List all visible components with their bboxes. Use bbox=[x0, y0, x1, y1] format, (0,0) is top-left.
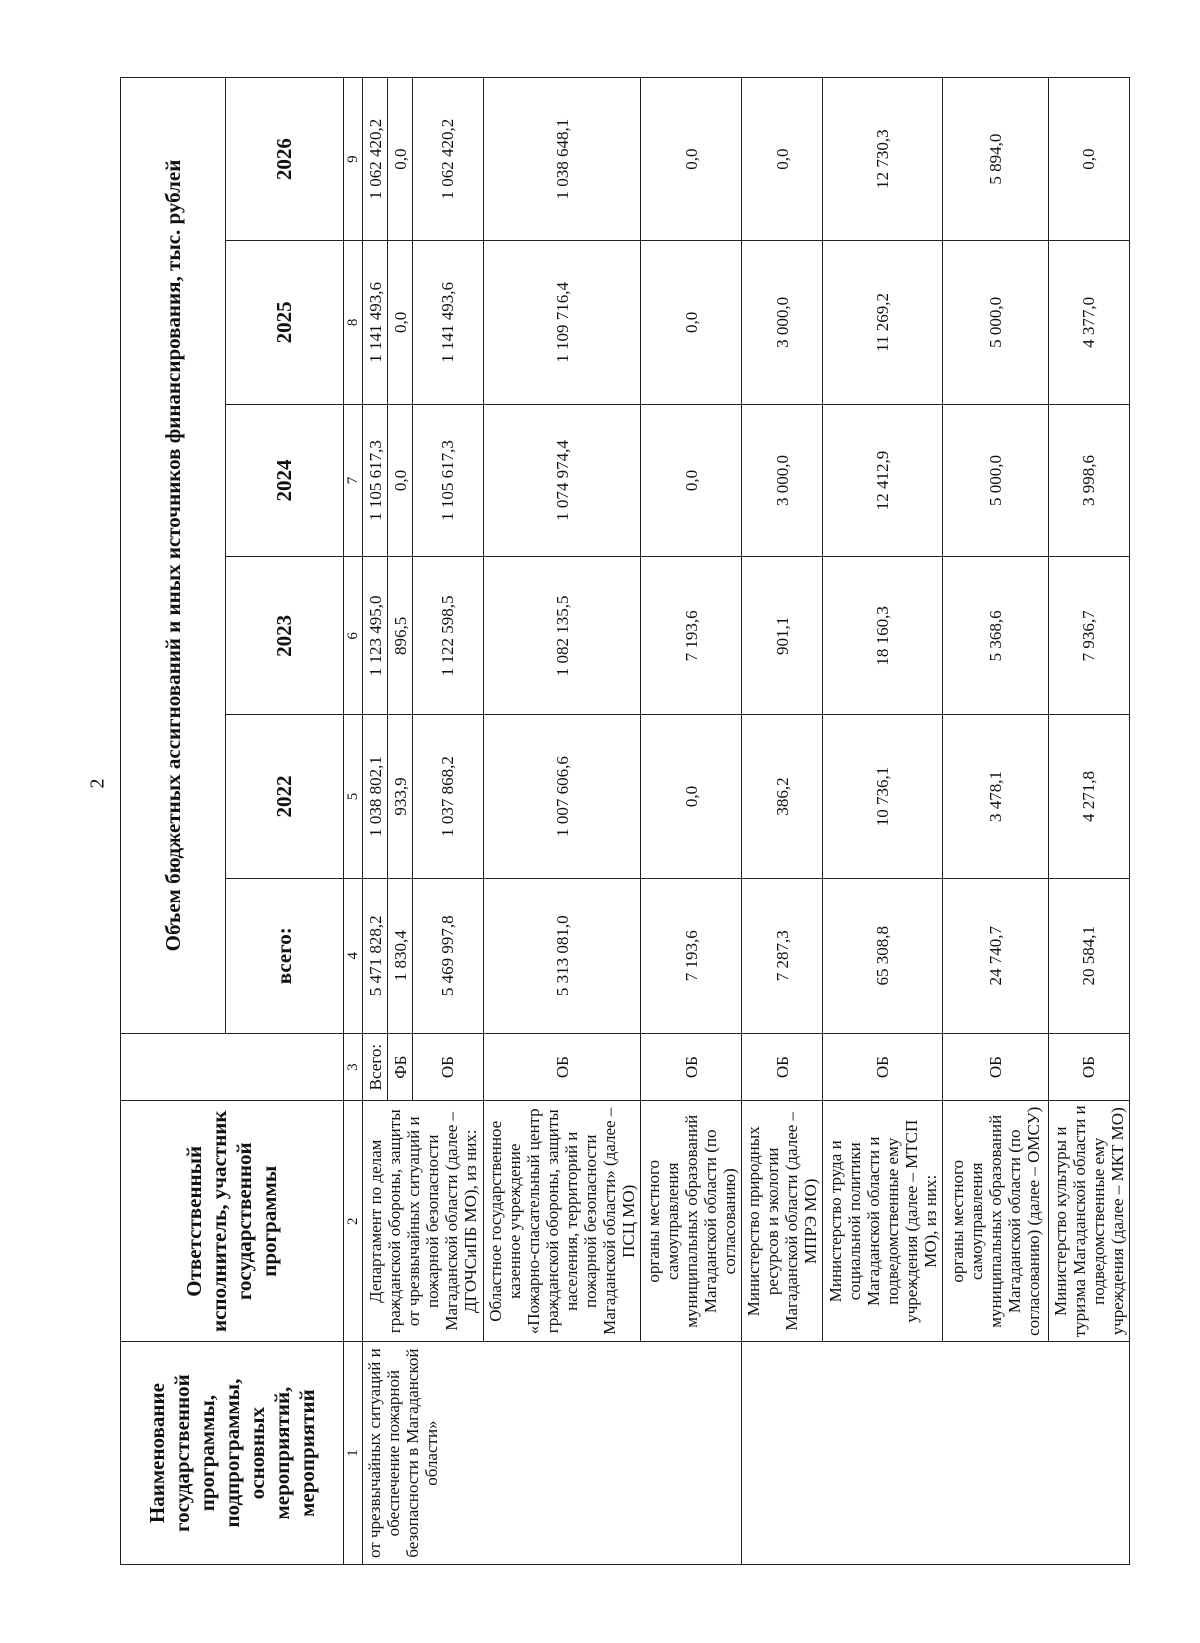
header-volume: Объем бюджетных ассигнований и иных источников финансирования, тыс. рублей bbox=[121, 78, 226, 1034]
value-cell: 0,0 bbox=[388, 241, 413, 404]
value-cell: 1 122 598,5 bbox=[413, 557, 483, 715]
source-cell: ОБ bbox=[641, 1033, 742, 1100]
value-cell: 1 830,4 bbox=[388, 878, 413, 1033]
col-number: 1 bbox=[344, 1342, 363, 1565]
value-cell: 65 308,8 bbox=[823, 878, 943, 1033]
value-cell: 5 894,0 bbox=[942, 78, 1048, 241]
value-cell: 1 038 648,1 bbox=[483, 78, 641, 241]
value-cell: 896,5 bbox=[388, 557, 413, 715]
table-row bbox=[641, 78, 742, 1565]
value-cell: 7 193,6 bbox=[641, 878, 742, 1033]
value-cell: 1 037 868,2 bbox=[413, 715, 483, 878]
value-cell: 0,0 bbox=[1048, 78, 1129, 241]
source-cell: ОБ bbox=[1048, 1033, 1129, 1100]
source-cell: ФБ bbox=[388, 1033, 413, 1100]
value-cell: 20 584,1 bbox=[1048, 878, 1129, 1033]
executor-cell: Министерство природных ресурсов и экологии Магаданской области (далее – МПРЭ МО) bbox=[741, 1101, 822, 1342]
source-cell: ОБ bbox=[483, 1033, 641, 1100]
rotated-table-wrapper bbox=[120, 77, 1130, 1565]
header-source bbox=[121, 1033, 344, 1100]
value-cell: 3 000,0 bbox=[741, 404, 822, 557]
value-cell: 5 469 997,8 bbox=[413, 878, 483, 1033]
value-cell: 5 368,6 bbox=[942, 557, 1048, 715]
value-cell: 1 082 135,5 bbox=[483, 557, 641, 715]
header-2024: 2024 bbox=[226, 404, 344, 557]
executor-cell: Министерство труда и социальной политики Магаданской области и подведомственные ему учреждения (далее – МТСП МО), из них: bbox=[823, 1101, 943, 1342]
page-number: 2 bbox=[86, 778, 109, 789]
source-cell: ОБ bbox=[741, 1033, 822, 1100]
value-cell: 7 287,3 bbox=[741, 878, 822, 1033]
table-row bbox=[483, 78, 641, 1565]
value-cell: 7 193,6 bbox=[641, 557, 742, 715]
col-number: 2 bbox=[344, 1101, 363, 1342]
value-cell: 0,0 bbox=[388, 404, 413, 557]
value-cell: 18 160,3 bbox=[823, 557, 943, 715]
source-cell: Всего: bbox=[363, 1033, 388, 1100]
value-cell: 1 105 617,3 bbox=[363, 404, 388, 557]
value-cell: 1 109 716,4 bbox=[483, 241, 641, 404]
header-2026: 2026 bbox=[226, 78, 344, 241]
budget-table bbox=[120, 77, 1130, 1565]
executor-cell: Департамент по делам гражданской обороны, защиты от чрезвычайных ситуаций и пожарной безопасности Магаданской области (далее – ДГОЧСиПБ МО), из них: bbox=[363, 1101, 484, 1342]
value-cell: 4 271,8 bbox=[1048, 715, 1129, 878]
value-cell: 1 123 495,0 bbox=[363, 557, 388, 715]
col-number: 4 bbox=[344, 878, 363, 1033]
col-number: 3 bbox=[344, 1033, 363, 1100]
header-2025: 2025 bbox=[226, 241, 344, 404]
value-cell: 7 936,7 bbox=[1048, 557, 1129, 715]
value-cell: 1 062 420,2 bbox=[363, 78, 388, 241]
value-cell: 5 000,0 bbox=[942, 404, 1048, 557]
col-number: 6 bbox=[344, 557, 363, 715]
program-name-cell: от чрезвычайных ситуаций и обеспечение пожарной безопасности в Магаданской области» bbox=[363, 1342, 742, 1565]
table-row bbox=[363, 78, 388, 1565]
header-executor: Ответственный исполнитель, участник государственной программы bbox=[121, 1101, 344, 1342]
value-cell: 1 141 493,6 bbox=[363, 241, 388, 404]
col-number: 8 bbox=[344, 241, 363, 404]
header-program-name: Наименование государственной программы, подпрограммы, основных мероприятий, мероприятий bbox=[121, 1342, 344, 1565]
value-cell: 5 000,0 bbox=[942, 241, 1048, 404]
value-cell: 5 313 081,0 bbox=[483, 878, 641, 1033]
header-2023: 2023 bbox=[226, 557, 344, 715]
value-cell: 901,1 bbox=[741, 557, 822, 715]
value-cell: 5 471 828,2 bbox=[363, 878, 388, 1033]
header-total: всего: bbox=[226, 878, 344, 1033]
value-cell: 24 740,7 bbox=[942, 878, 1048, 1033]
column-number-row bbox=[344, 78, 363, 1565]
source-cell: ОБ bbox=[823, 1033, 943, 1100]
executor-cell: органы местного самоуправления муниципальных образований Магаданской области (по согласованию) (далее – ОМСУ) bbox=[942, 1101, 1048, 1342]
table-row bbox=[741, 78, 822, 1565]
value-cell: 0,0 bbox=[388, 78, 413, 241]
col-number: 9 bbox=[344, 78, 363, 241]
source-cell: ОБ bbox=[413, 1033, 483, 1100]
header-2022: 2022 bbox=[226, 715, 344, 878]
value-cell: 12 730,3 bbox=[823, 78, 943, 241]
value-cell: 0,0 bbox=[741, 78, 822, 241]
col-number: 7 bbox=[344, 404, 363, 557]
value-cell: 4 377,0 bbox=[1048, 241, 1129, 404]
value-cell: 1 074 974,4 bbox=[483, 404, 641, 557]
value-cell: 386,2 bbox=[741, 715, 822, 878]
value-cell: 0,0 bbox=[641, 715, 742, 878]
value-cell: 0,0 bbox=[641, 78, 742, 241]
source-cell: ОБ bbox=[942, 1033, 1048, 1100]
value-cell: 1 062 420,2 bbox=[413, 78, 483, 241]
value-cell: 933,9 bbox=[388, 715, 413, 878]
value-cell: 10 736,1 bbox=[823, 715, 943, 878]
value-cell: 0,0 bbox=[641, 241, 742, 404]
value-cell: 12 412,9 bbox=[823, 404, 943, 557]
value-cell: 1 038 802,1 bbox=[363, 715, 388, 878]
table-row bbox=[1048, 78, 1129, 1565]
table-row bbox=[942, 78, 1048, 1565]
table-row bbox=[823, 78, 943, 1565]
executor-cell: органы местного самоуправления муниципальных образований Магаданской области (по согласованию) bbox=[641, 1101, 742, 1342]
col-number: 5 bbox=[344, 715, 363, 878]
value-cell: 11 269,2 bbox=[823, 241, 943, 404]
value-cell: 3 998,6 bbox=[1048, 404, 1129, 557]
value-cell: 1 105 617,3 bbox=[413, 404, 483, 557]
value-cell: 1 141 493,6 bbox=[413, 241, 483, 404]
executor-cell: Областное государственное казенное учреждение «Пожарно-спасательный центр гражданской обороны, защиты населения, территорий и пожарной безопасности Магаданской области» (далее – ПСЦ МО) bbox=[483, 1101, 641, 1342]
value-cell: 0,0 bbox=[641, 404, 742, 557]
executor-cell: Министерство культуры и туризма Магаданской области и подведомственные ему учреждения (далее – МКТ МО) bbox=[1048, 1101, 1129, 1342]
value-cell: 3 000,0 bbox=[741, 241, 822, 404]
program-name-cell-empty bbox=[741, 1342, 1129, 1565]
value-cell: 3 478,1 bbox=[942, 715, 1048, 878]
value-cell: 1 007 606,6 bbox=[483, 715, 641, 878]
